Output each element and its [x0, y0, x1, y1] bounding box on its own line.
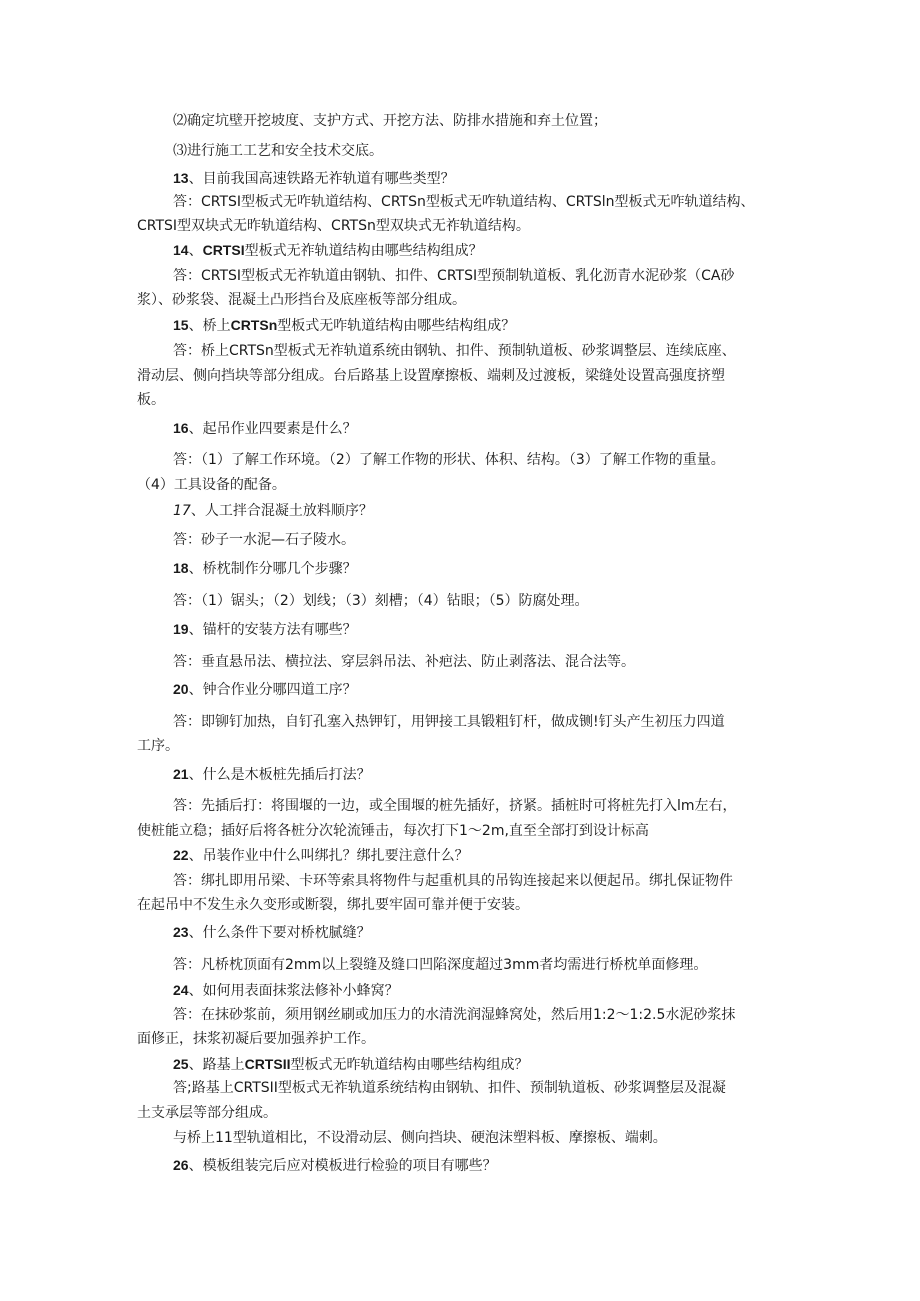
question-number: 23 — [173, 924, 189, 940]
answer-line: 在起吊中不发生永久变形或断裂，绑扎要牢固可靠并便于安装。 — [137, 897, 529, 913]
question-text: 、钟合作业分哪四道工序？ — [188, 682, 357, 698]
answer-line: 答：CRTSI型板式无祚轨道由钢轨、扣件、CRTSI型预制轨道板、乳化沥青水泥砂浆（CA砂 — [173, 268, 735, 284]
question-number: 20 — [173, 681, 189, 697]
question-number: 14 — [173, 242, 189, 258]
question-text: 、什么是木板桩先插后打法？ — [188, 767, 371, 783]
question-number: 18 — [173, 560, 189, 576]
answer-line: 使桩能立稳；插好后将各桩分次轮流锤击，每次打下1〜2m,直至全部打到设计标高 — [137, 823, 649, 839]
answer-line: 与桥上11型轨道相比，不设滑动层、侧向挡块、硬泡沫塑料板、摩擦板、端刺。 — [173, 1130, 667, 1146]
question-text: 、什么条件下要对桥枕腻缝？ — [188, 925, 371, 941]
question-text: 型板式无祚轨道结构由哪些结构组成？ — [244, 243, 483, 259]
question-text: 、吊装作业中什么叫绑扎？绑扎要注意什么？ — [188, 848, 469, 864]
answer-line: （4）工具设备的配备。 — [137, 477, 286, 493]
question-text: 、桥上 — [188, 318, 231, 334]
question-code: CRTSII — [244, 1056, 291, 1072]
question-22 — [173, 846, 469, 865]
answer-line: 答：垂直悬吊法、横拉法、穿层斜吊法、补疤法、防止剥落法、混合法等。 — [173, 654, 635, 670]
question-number: 24 — [173, 982, 189, 998]
question-number: 26 — [173, 1157, 189, 1173]
question-20 — [173, 680, 357, 699]
question-25 — [173, 1055, 528, 1074]
answer-line: 答：砂子一水泥—石子陵水。 — [173, 532, 355, 548]
answer-line: 答：（1）了解工作环境。（2）了解工作物的形状、体积、结构。（3）了解工作物的重量。 — [173, 452, 725, 468]
answer-line: 滑动层、侧向挡块等部分组成。台后路基上设置摩擦板、端刺及过渡板，梁缝处设置高强度挤塑 — [137, 368, 725, 384]
question-text: 、路基上 — [188, 1057, 245, 1073]
question-15 — [173, 316, 515, 335]
answer-line: 浆）、砂浆袋、混凝土凸形挡台及底座板等部分组成。 — [137, 292, 466, 308]
text-line: ⑵确定坑壁开挖坡度、支护方式、开挖方法、防排水措施和弃土位置； — [173, 113, 607, 129]
answer-line: 答：CRTSI型板式无咋轨道结构、CRTSn型板式无咋轨道结构、CRTSln型板式无咋轨道结构、 — [173, 194, 755, 210]
question-number: 13 — [173, 170, 189, 186]
question-number: 15 — [173, 317, 189, 333]
answer-line: 答：即铆钉加热，自钉孔塞入热钾钉，用钾接工具锻粗钉杆，做成铡!钉头产生初压力四道 — [173, 714, 725, 730]
answer-line: 答;路基上CRTSII型板式无祚轨道系统结构由钢轨、扣件、预制轨道板、砂浆调整层及混凝 — [173, 1080, 726, 1096]
question-text: 、如何用表面抹浆法修补小蜂窝？ — [188, 983, 399, 999]
question-17 — [173, 502, 373, 520]
answer-line: CRTSI型双块式无昨轨道结构、CRTSn型双块式无祚轨道结构。 — [137, 218, 530, 234]
question-23 — [173, 923, 371, 942]
question-code: CRTSI — [202, 242, 245, 258]
question-18 — [173, 559, 357, 578]
question-21 — [173, 765, 371, 784]
answer-line: 答：先插后打：将围堰的一边，或全围堰的桩先插好，挤紧。插桩时可将桩先打入lm左右， — [173, 798, 737, 814]
question-text: 型板式无咋轨道结构由哪些结构组成？ — [277, 318, 516, 334]
question-number: 17 — [173, 503, 191, 519]
question-text: 、目前我国高速铁路无祚轨道有哪些类型？ — [188, 171, 455, 187]
text-line: ⑶进行施工工艺和安全技术交底。 — [173, 143, 383, 159]
answer-line: 面修正，抹浆初凝后要加强养护工作。 — [137, 1031, 375, 1047]
question-text: 、 — [188, 243, 203, 259]
question-24 — [173, 981, 399, 1000]
question-code: CRTSn — [230, 317, 278, 333]
question-text: 型板式无昨轨道结构由哪些结构组成？ — [290, 1057, 529, 1073]
answer-line: 答：绑扎即用吊梁、卡环等索具将物件与起重机具的吊钩连接起来以便起吊。绑扎保证物件 — [173, 873, 733, 889]
question-text: 、起吊作业四要素是什么？ — [188, 421, 357, 437]
answer-line: 土支承层等部分组成。 — [137, 1105, 277, 1121]
question-text: 、锚杆的安装方法有哪些？ — [188, 622, 357, 638]
answer-line: 板。 — [137, 392, 165, 408]
question-number: 19 — [173, 621, 189, 637]
question-number: 22 — [173, 847, 189, 863]
question-number: 16 — [173, 420, 189, 436]
question-13 — [173, 169, 455, 188]
question-text: 、人工拌合混凝土放料顺序？ — [190, 503, 373, 519]
answer-line: 工序。 — [137, 738, 179, 754]
question-text: 、模板组装完后应对模板进行检验的项目有哪些？ — [188, 1158, 497, 1174]
answer-line: 答：在抹砂浆前，须用钢丝刷或加压力的水清洗润湿蜂窝处，然后用1:2〜1:2.5水泥砂浆抹 — [173, 1007, 736, 1023]
answer-line: 答：桥上CRTSn型板式无祚轨道系统由钢轨、扣件、预制轨道板、砂浆调整层、连续底座、 — [173, 343, 736, 359]
answer-line: 答：凡桥枕顶面有2mm以上裂缝及缝口凹陷深度超过3mm者均需进行桥枕单面修理。 — [173, 957, 708, 973]
question-number: 21 — [173, 766, 189, 782]
question-text: 、桥枕制作分哪几个步骤？ — [188, 561, 357, 577]
question-19 — [173, 620, 357, 639]
question-16 — [173, 419, 357, 438]
question-14 — [173, 241, 483, 260]
answer-line: 答：（1）锯头；（2）划线；（3）刻槽；（4）钻眼；（5）防腐处理。 — [173, 593, 589, 609]
question-26 — [173, 1156, 497, 1175]
question-number: 25 — [173, 1056, 189, 1072]
